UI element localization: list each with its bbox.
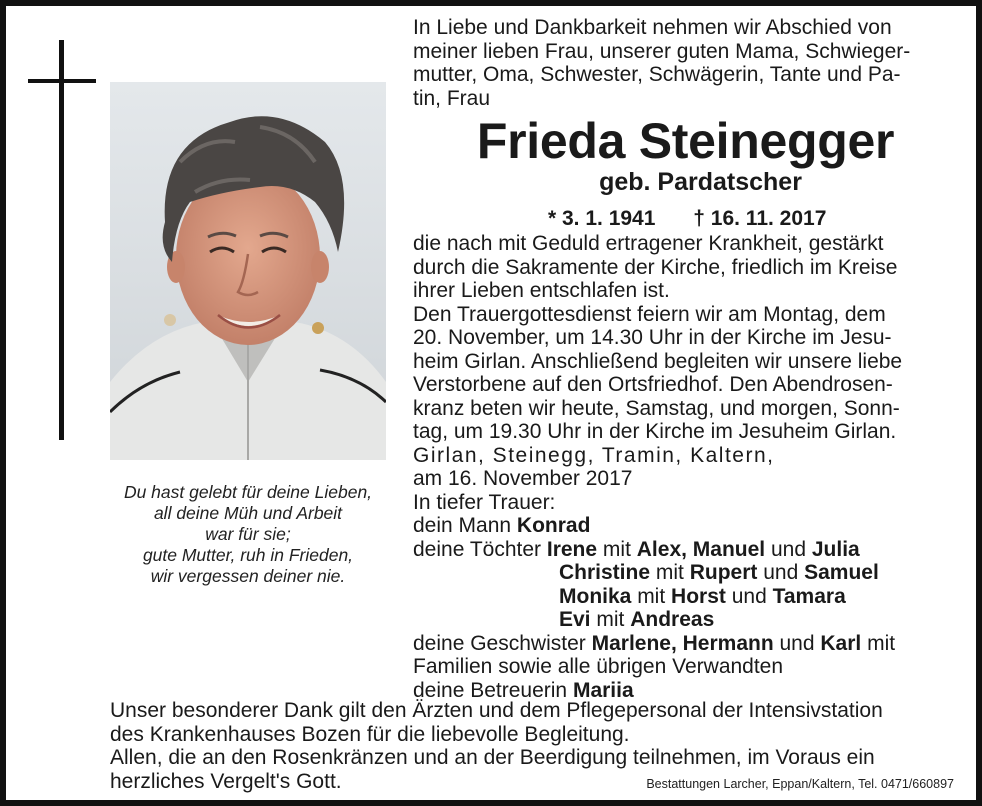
text-line: des Krankenhauses Bozen für die liebevolle Begleitung. (110, 722, 630, 746)
mourner-name: Evi (559, 608, 591, 631)
connector-word: und (731, 584, 767, 608)
mourner-name: Julia (811, 537, 860, 561)
mourner-daughters-line (413, 561, 958, 585)
mourner-name: Andreas (630, 608, 715, 631)
text-line: die nach mit Geduld ertragener Krankheit, gestärkt (413, 232, 884, 255)
obituary-text (413, 16, 958, 702)
poem-line: wir vergessen deiner nie. (150, 566, 346, 586)
mourner-name: Irene (546, 537, 598, 561)
connector-word: und (763, 561, 799, 584)
mourner-prefix: deine Geschwister (413, 631, 586, 655)
death-date: † 16. 11. 2017 (693, 207, 827, 230)
body-paragraph (413, 232, 958, 702)
text-line: kranz beten wir heute, Samstag, und morgen, Sonn- (413, 396, 900, 420)
mourner-relatives: Familien sowie alle übrigen Verwandten (413, 655, 784, 678)
mourner-name: Mariia (572, 678, 634, 702)
mourner-name: Horst (671, 584, 726, 608)
maiden-name: geb. Pardatscher (599, 168, 802, 196)
mourner-daughters-line (413, 585, 958, 609)
mourner-daughters (413, 538, 958, 562)
mourner-siblings (413, 632, 958, 656)
mourner-daughters-line (413, 608, 958, 632)
mourner-name: Marlene, Hermann (591, 631, 774, 655)
connector-word: mit (637, 584, 666, 608)
text-line: Allen, die an den Rosenkränzen und an der Beerdigung teilnehmen, im Voraus ein (110, 746, 875, 769)
text-line: Unser besonderer Dank gilt den Ärzten und dem Pflegepersonal der Intensivstation (110, 699, 883, 722)
mourner-name: Rupert (689, 561, 758, 584)
poem-line: gute Mutter, ruh in Frieden, (142, 545, 354, 565)
mourner-prefix: dein Mann (413, 514, 512, 537)
text-line: In Liebe und Dankbarkeit nehmen wir Abschied von (413, 16, 892, 39)
text-line: tag, um 19.30 Uhr in der Kirche im Jesuheim Girlan. (413, 420, 897, 443)
date-line: am 16. November 2017 (413, 467, 633, 490)
mourning-intro: In tiefer Trauer: (413, 490, 556, 514)
cross-vertical-bar (59, 40, 64, 440)
connector-word: mit (596, 608, 625, 631)
poem-line: all deine Müh und Arbeit (153, 503, 343, 523)
life-dates (548, 206, 958, 232)
text-line: durch die Sakramente der Kirche, friedlich im Kreise (413, 255, 898, 279)
cross-horizontal-bar (28, 79, 96, 83)
connector-word: mit (602, 537, 631, 561)
text-line: herzliches Vergelt's Gott. (110, 769, 342, 793)
deceased-name: Frieda Steinegger (476, 113, 895, 169)
funeral-home-credit: Bestattungen Larcher, Eppan/Kaltern, Tel. 0471/660897 (646, 777, 954, 791)
text-line: Verstorbene auf den Ortsfriedhof. Den Abendrosen- (413, 373, 893, 396)
birth-date: * 3. 1. 1941 (548, 207, 656, 230)
mourner-prefix: deine Töchter (413, 537, 542, 561)
poem-line: war für sie; (205, 524, 291, 544)
portrait-illustration (110, 82, 386, 460)
mourner-name: Karl (820, 631, 862, 655)
connector-word: mit (655, 561, 684, 584)
memorial-poem (105, 482, 391, 587)
text-line: meiner lieben Frau, unserer guten Mama, Schwieger- (413, 39, 911, 63)
mourner-prefix: deine Betreuerin (413, 678, 568, 702)
connector-word: mit (867, 631, 896, 655)
intro-paragraph (413, 16, 958, 110)
mourner-name: Alex, Manuel (636, 537, 766, 561)
text-line: 20. November, um 14.30 Uhr in der Kirche im Jesu- (413, 326, 892, 349)
portrait-photo (110, 82, 386, 460)
mourner-name: Konrad (516, 514, 591, 537)
text-line: ihrer Lieben entschlafen ist. (413, 279, 670, 302)
mourner-name: Christine (559, 561, 651, 584)
text-line: mutter, Oma, Schwester, Schwägerin, Tante und Pa- (413, 63, 901, 86)
poem-line: Du hast gelebt für deine Lieben, (123, 482, 373, 502)
text-line: tin, Frau (413, 86, 491, 110)
mourner-name: Samuel (804, 561, 879, 584)
connector-word: und (779, 631, 815, 655)
mourner-name: Tamara (772, 584, 846, 608)
connector-word: und (770, 537, 807, 561)
text-line: Den Trauergottesdienst feiern wir am Montag, dem (413, 302, 886, 326)
place-line: Girlan, Steinegg, Tramin, Kaltern, (413, 443, 775, 467)
text-line: heim Girlan. Anschließend begleiten wir unsere liebe (413, 349, 903, 373)
mourner-name: Monika (559, 584, 632, 608)
mourner-husband (413, 514, 958, 538)
